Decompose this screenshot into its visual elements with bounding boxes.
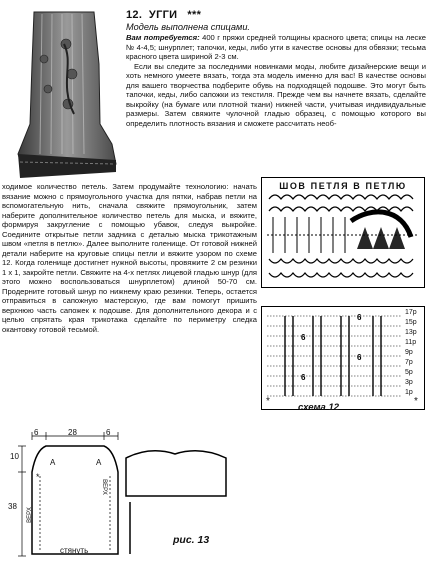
row-label: 7р: [405, 359, 413, 366]
materials-paragraph: [126, 33, 426, 62]
row-label: 15р: [405, 319, 417, 326]
dim-mid: 28: [68, 428, 77, 437]
mark-a-right: A: [96, 458, 102, 467]
row-label: 11р: [405, 339, 417, 346]
article-title: [126, 9, 426, 21]
row-label: 5р: [405, 369, 413, 376]
svg-text:6: 6: [301, 333, 306, 342]
stitch-diagram: [261, 177, 425, 288]
scheme-title: схема 12: [298, 402, 340, 413]
svg-text:6: 6: [357, 353, 362, 362]
ugg-boot-image: [4, 4, 122, 182]
bottom-label: стянуть: [60, 546, 89, 555]
scheme-12-chart: [261, 306, 425, 410]
svg-text:6: 6: [357, 313, 362, 322]
article-number: 12.: [126, 9, 143, 21]
scheme-star-left: *: [266, 396, 270, 407]
article-subtitle: Модель выполнена спицами.: [126, 22, 250, 32]
intro-paragraph: Если вы следите за последними новинками моды, любите дизайнерские вещи и хоть немного умеете вязать, тогда эта модель именно для вас! В качестве основы для вашего творчества подберите обувь на подходящей подошве. Это могут быть тапочки, кеды, либо сапожки из текстиля. Прежде чем вы начнете вязать, сделайте выкройку (на бумаге или плотной ткани) нижней части, учитывая индивидуальные размеры. Затем свяжите чулочной гладью образец, с помощью которого вы определить плотность вязания и сможете рассчитать необ-: [126, 61, 426, 128]
article-title-text: УГГИ: [148, 9, 178, 21]
row-label: 17р: [405, 309, 417, 316]
row-label: 9р: [405, 349, 413, 356]
stitch-diagram-title: ШОВ ПЕТЛЯ В ПЕТЛЮ: [263, 181, 423, 191]
article-body-bottom: ходимое количество петель. Затем продумайте технологию: начать вязание можно с прямоугольного участка для пятки, набрав петли на вспомогательную нить, сначала свяжите прямоугольник, затем наберите дополнительное количество петель для мыска, и вяжите, формируя закругление с помощью убавок, следуя выкройке. Соедините открытые петли задника с деталью мыска трикотажным швом «петля в петлю». Далее выполните голенище. От готовой нижней детали наберите на круговые спицы петли и вяжите узором по схеме 12. Когда голенище достигнет нужной высоты, провяжите 2 см резинки 1 х 1, закройте петли. Свяжите на 4-х петлях лицевой гладью шнур (для этого можно воспользоваться шнурплетом) длиной 50-70 см. Продерните готовый шнур по нижнему краю резинки. Теперь, остается отправиться в сапожную мастерскую, где вам помогут пришить верхнюю часть сапожек к подошве. Для дополнительного декора и с целью спрятать края трикотажа сделайте по периметру следка окантовку готовой тесьмой.: [2, 182, 257, 334]
mark-a-left: A: [50, 458, 56, 467]
dim-height: 38: [8, 502, 17, 511]
article-body-top: [126, 33, 426, 128]
row-label: 1р: [405, 389, 413, 396]
figure-stars: *: [36, 472, 40, 482]
scheme-star-right: *: [414, 396, 418, 407]
materials-text: 400 г пряжи средней толщины красного цвета; спицы на леске № 4-4,5; шнурплет; тапочки, кеды, либо угги в качестве основы для обвязки; тесьма красного цвета шириной 2-3 см.: [126, 33, 426, 61]
back-label: ВЕРХ: [26, 507, 33, 523]
dim-left: 6: [34, 428, 39, 437]
article-header: [126, 9, 426, 32]
materials-lead: Вам потребуется:: [126, 33, 200, 42]
scheme-row-labels: [405, 309, 425, 399]
row-label: 13р: [405, 329, 417, 336]
svg-text:6: 6: [301, 373, 306, 382]
pattern-figure-13: [0, 426, 260, 564]
row-label: 3р: [405, 379, 413, 386]
front-label: ВЕРХ: [100, 479, 107, 495]
dim-top: 10: [10, 452, 19, 461]
figure-title: рис. 13: [173, 534, 210, 546]
dim-right: 6: [106, 428, 111, 437]
difficulty-stars: ***: [187, 9, 202, 21]
